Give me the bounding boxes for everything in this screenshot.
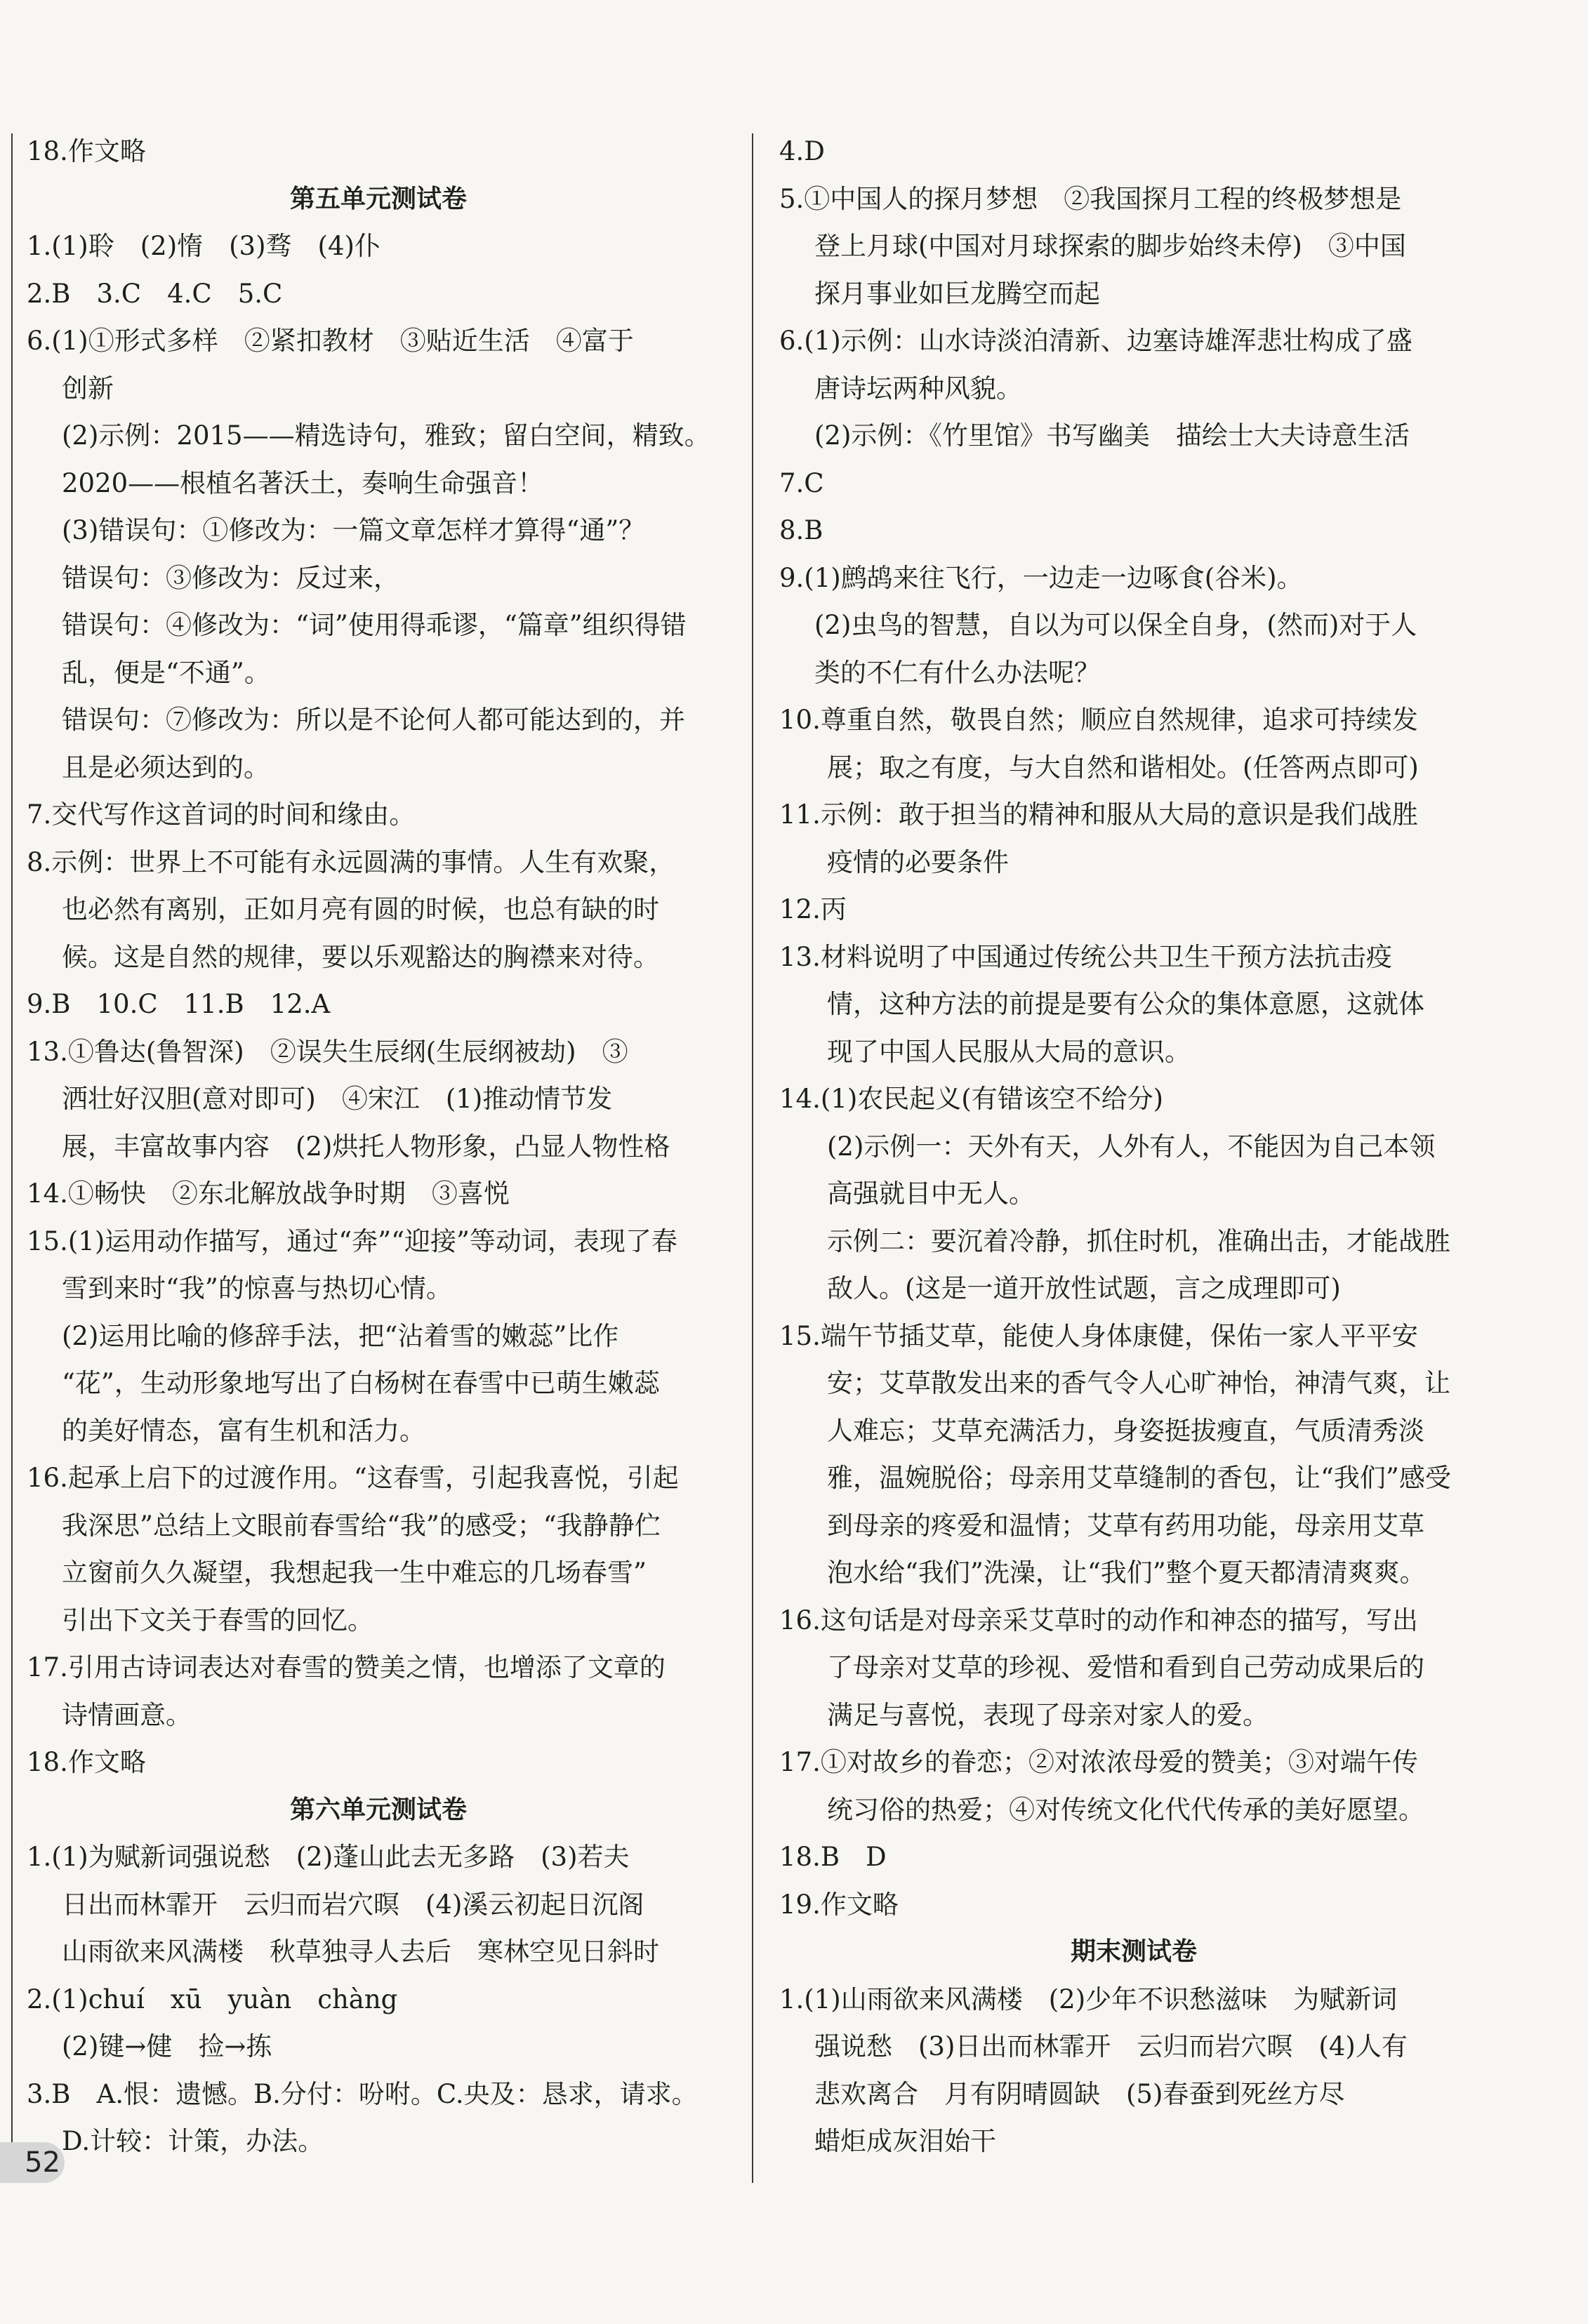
answer-line: 类的不仁有什么办法呢？ xyxy=(814,657,1100,688)
answer-line: 创新 xyxy=(62,373,114,404)
answer-line: 乱，便是“不通”。 xyxy=(62,657,270,688)
answer-line: (2)示例：2015——精选诗句，雅致；留白空间，精致。 xyxy=(62,420,710,451)
answer-line: 1.(1)聆 (2)惰 (3)骛 (4)仆 xyxy=(27,231,381,261)
answer-line: 示例二：要沉着冷静，抓住时机，准确出击，才能战胜 xyxy=(827,1226,1450,1256)
answer-line: 探月事业如巨龙腾空而起 xyxy=(814,278,1100,309)
answer-line: 7.交代写作这首词的时间和缘由。 xyxy=(27,799,416,830)
answer-line: 6.(1)示例：山水诗淡泊清新、边塞诗雄浑悲壮构成了盛 xyxy=(779,326,1412,356)
column-divider xyxy=(752,133,753,2183)
answer-line: 10.尊重自然，敬畏自然；顺应自然规律，追求可持续发 xyxy=(779,705,1418,735)
answer-line: 4.D xyxy=(779,136,825,166)
answer-line: 18.作文略 xyxy=(27,1747,146,1777)
answer-line: 强说愁 (3)日出而林霏开 云归而岩穴暝 (4)人有 xyxy=(814,2031,1408,2061)
answer-line: 错误句：⑦修改为：所以是不论何人都可能达到的，并 xyxy=(62,705,685,735)
answer-line: 引出下文关于春雪的回忆。 xyxy=(62,1605,373,1635)
answer-line: 13.①鲁达(鲁智深) ②误失生辰纲(生辰纲被劫) ③ xyxy=(27,1036,628,1067)
answer-line: 到母亲的疼爱和温情；艾草有药用功能，母亲用艾草 xyxy=(827,1510,1424,1541)
answer-line: 15.(1)运用动作描写，通过“奔”“迎接”等动词，表现了春 xyxy=(27,1226,677,1256)
answer-line: 15.端午节插艾草，能使人身体康健，保佑一家人平平安 xyxy=(779,1320,1418,1351)
answer-line: 7.C xyxy=(779,467,824,498)
answer-line: 1.(1)山雨欲来风满楼 (2)少年不识愁滋味 为赋新词 xyxy=(779,1984,1398,2014)
answer-line: 登上月球(中国对月球探索的脚步始终未停) ③中国 xyxy=(814,231,1406,261)
answer-line: 12.丙 xyxy=(779,894,847,924)
answer-line: (2)虫鸟的智慧，自以为可以保全自身，(然而)对于人 xyxy=(814,610,1417,640)
answer-line: (2)示例：《竹里馆》书写幽美 描绘士大夫诗意生活 xyxy=(814,420,1410,451)
answer-line: “花”，生动形象地写出了白杨树在春雪中已萌生嫩蕊 xyxy=(62,1368,660,1398)
right-column xyxy=(779,128,1488,2165)
answer-line: 现了中国人民服从大局的意识。 xyxy=(827,1036,1191,1067)
answer-line: 洒壮好汉胆(意对即可) ④宋江 (1)推动情节发 xyxy=(62,1084,613,1114)
page-number: 52 xyxy=(0,2142,65,2183)
answer-line: 满足与喜悦，表现了母亲对家人的爱。 xyxy=(827,1699,1269,1730)
answer-line: 立窗前久久凝望，我想起我一生中难忘的几场春雪” xyxy=(62,1558,647,1588)
answer-line: 9.(1)鹧鸪来往飞行，一边走一边啄食(谷米)。 xyxy=(779,562,1303,593)
answer-line: 错误句：④修改为：“词”使用得乖谬，“篇章”组织得错 xyxy=(62,610,687,640)
answer-line: 18.B D xyxy=(779,1842,887,1872)
answer-line: 山雨欲来风满楼 秋草独寻人去后 寒林空见日斜时 xyxy=(62,1937,659,1967)
answer-line: 16.起承上启下的过渡作用。“这春雪，引起我喜悦，引起 xyxy=(27,1463,679,1493)
answer-line: 候。这是自然的规律，要以乐观豁达的胸襟来对待。 xyxy=(62,941,659,972)
section-heading: 第五单元测试卷 xyxy=(289,184,467,213)
answer-line: 9.B 10.C 11.B 12.A xyxy=(27,989,331,1019)
answer-line: (2)运用比喻的修辞手法，把“沾着雪的嫩蕊”比作 xyxy=(62,1320,619,1351)
answer-line: 8.B xyxy=(779,515,823,545)
answer-line: (2)示例一：天外有天，人外有人，不能因为自己本领 xyxy=(827,1131,1436,1162)
answer-line: 8.示例：世界上不可能有永远圆满的事情。人生有欢聚， xyxy=(27,846,675,877)
answer-line: 统习俗的热爱；④对传统文化代代传承的美好愿望。 xyxy=(827,1794,1424,1825)
answer-line: 安；艾草散发出来的香气令人心旷神怡，神清气爽，让 xyxy=(827,1368,1450,1398)
answer-line: 展，丰富故事内容 (2)烘托人物形象，凸显人物性格 xyxy=(62,1131,670,1162)
answer-line: 1.(1)为赋新词强说愁 (2)蓬山此去无多路 (3)若夫 xyxy=(27,1842,630,1872)
answer-line: 2.B 3.C 4.C 5.C xyxy=(27,278,283,309)
answer-line: 14.(1)农民起义(有错该空不给分) xyxy=(779,1084,1164,1114)
answer-line: 13.材料说明了中国通过传统公共卫生干预方法抗击疫 xyxy=(779,941,1392,972)
answer-line: 唐诗坛两种风貌。 xyxy=(814,373,1022,404)
answer-line: 2.(1)chuí xū yuàn chàng xyxy=(27,1984,398,2014)
answer-line: 了母亲对艾草的珍视、爱惜和看到自己劳动成果后的 xyxy=(827,1652,1424,1682)
answer-line: 高强就目中无人。 xyxy=(827,1178,1035,1209)
answer-line: 情，这种方法的前提是要有公众的集体意愿，这就体 xyxy=(827,989,1424,1019)
answer-line: 的美好情态，富有生机和活力。 xyxy=(62,1415,425,1446)
answer-line: 也必然有离别，正如月亮有圆的时候，也总有缺的时 xyxy=(62,894,659,924)
section-heading: 第六单元测试卷 xyxy=(289,1795,467,1824)
answer-line: 18.作文略 xyxy=(27,136,146,166)
answer-line: 且是必须达到的。 xyxy=(62,752,270,783)
left-column xyxy=(27,128,730,2165)
answer-line: 泡水给“我们”洗澡，让“我们”整个夏天都清清爽爽。 xyxy=(827,1558,1426,1588)
answer-line: 6.(1)①形式多样 ②紧扣教材 ③贴近生活 ④富于 xyxy=(27,326,634,356)
answer-line: 17.引用古诗词表达对春雪的赞美之情，也增添了文章的 xyxy=(27,1652,666,1682)
answer-line: 雪到来时“我”的惊喜与热切心情。 xyxy=(62,1273,452,1303)
answer-line: 人难忘；艾草充满活力，身姿挺拔瘦直，气质清秀淡 xyxy=(827,1415,1424,1446)
answer-line: 19.作文略 xyxy=(779,1889,899,1920)
answer-line: 敌人。(这是一道开放性试题，言之成理即可) xyxy=(827,1273,1341,1303)
answer-line: 蜡炬成灰泪始干 xyxy=(814,2126,996,2156)
answer-line: 我深思”总结上文眼前春雪给“我”的感受；“我静静伫 xyxy=(62,1510,661,1541)
answer-line: (3)错误句：①修改为：一篇文章怎样才算得“通”？ xyxy=(62,515,645,545)
answer-line: 14.①畅快 ②东北解放战争时期 ③喜悦 xyxy=(27,1178,510,1209)
answer-line: 错误句：③修改为：反过来， xyxy=(62,562,399,593)
answer-line: 悲欢离合 月有阴晴圆缺 (5)春蚕到死丝方尽 xyxy=(814,2078,1345,2109)
answer-line: 3.B A.恨：遗憾。B.分付：吩咐。C.央及：恳求，请求。 xyxy=(27,2078,698,2109)
answer-line: 11.示例：敢于担当的精神和服从大局的意识是我们战胜 xyxy=(779,799,1418,830)
answer-line: 16.这句话是对母亲采艾草时的动作和神态的描写，写出 xyxy=(779,1605,1418,1635)
answer-line: 5.①中国人的探月梦想 ②我国探月工程的终极梦想是 xyxy=(779,183,1402,214)
answer-line: 17.①对故乡的眷恋；②对浓浓母爱的赞美；③对端午传 xyxy=(779,1747,1418,1777)
answer-line: 诗情画意。 xyxy=(62,1699,192,1730)
answer-line: 2020——根植名著沃土，奏响生命强音！ xyxy=(62,467,544,498)
left-margin-rule xyxy=(11,133,13,2155)
section-heading: 期末测试卷 xyxy=(1070,1937,1197,1966)
answer-line: (2)键→健 捡→拣 xyxy=(62,2031,272,2061)
answer-line: 雅，温婉脱俗；母亲用艾草缝制的香包，让“我们”感受 xyxy=(827,1463,1451,1493)
answer-line: D.计较：计策，办法。 xyxy=(62,2126,324,2156)
answer-line: 展；取之有度，与大自然和谐相处。(任答两点即可) xyxy=(827,752,1419,783)
answer-line: 日出而林霏开 云归而岩穴暝 (4)溪云初起日沉阁 xyxy=(62,1889,644,1920)
answer-line: 疫情的必要条件 xyxy=(827,846,1009,877)
